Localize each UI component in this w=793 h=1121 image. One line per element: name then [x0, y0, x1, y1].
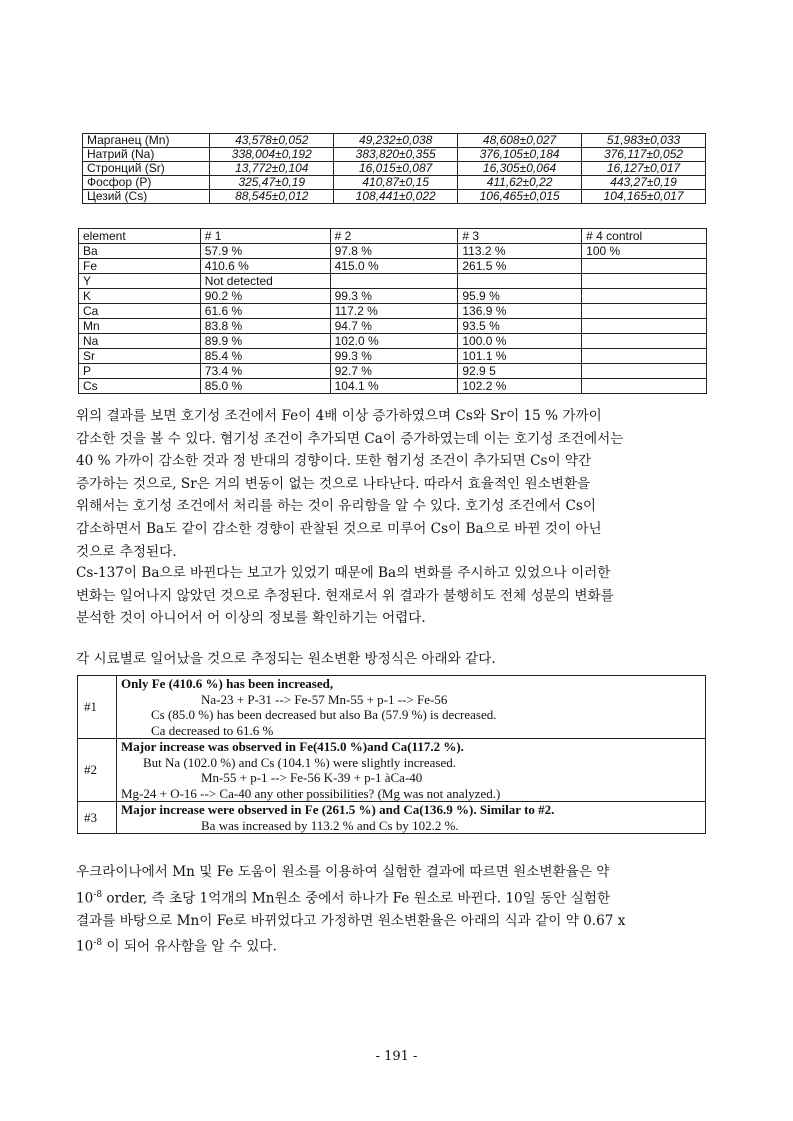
- table-cell: 261.5 %: [458, 259, 582, 274]
- text-line: [76, 932, 716, 958]
- text-line: 결과를 바탕으로 Mn이 Fe로 바뀌었다고 가정하면 원소변환율은 아래의 식과 같이 약 0.67 x: [76, 912, 626, 929]
- table-header-row: [79, 229, 707, 244]
- paragraph-equations-intro: [76, 648, 716, 671]
- table-cell: [330, 274, 458, 289]
- text-fragment: 10: [76, 890, 94, 907]
- equation-line: Cs (85.0 %) has been decreased but also Ba (57.9 %) is decreased.: [151, 707, 497, 722]
- row-label: Фосфор (P): [83, 176, 210, 190]
- table-row: [79, 334, 707, 349]
- table-cell: 16,305±0,064: [458, 162, 582, 176]
- row-label: Марганец (Mn): [83, 134, 210, 148]
- table-cell: [582, 259, 707, 274]
- table-row: [83, 162, 706, 176]
- table-cell: 85.4 %: [200, 349, 330, 364]
- text-line: Cs-137이 Ba으로 바뀐다는 보고가 있었기 때문에 Ba의 변화를 주시하고 있었으나 이러한: [76, 565, 611, 581]
- text-fragment: 이 되어 유사함을 알 수 있다.: [102, 938, 277, 955]
- table-cell: 443,27±0,19: [582, 176, 706, 190]
- equation-content: [117, 739, 706, 802]
- table-row: [79, 244, 707, 259]
- table-cell: 101.1 %: [458, 349, 582, 364]
- equation-line: Only Fe (410.6 %) has been increased,: [121, 676, 334, 691]
- table-cell: 104,165±0,017: [582, 190, 706, 204]
- element-concentration-table: [82, 133, 706, 204]
- equation-line: Ba was increased by 113.2 % and Cs by 102.2 %.: [201, 817, 459, 833]
- table-row: [79, 259, 707, 274]
- table-cell: 415.0 %: [330, 259, 458, 274]
- column-header: element: [79, 229, 201, 244]
- table-cell: 57.9 %: [200, 244, 330, 259]
- table-row: [79, 364, 707, 379]
- equation-line: But Na (102.0 %) and Cs (104.1 %) were slightly increased.: [143, 754, 457, 770]
- table-cell: [582, 349, 707, 364]
- equation-content: [117, 676, 706, 739]
- sample-label: #3: [78, 802, 117, 834]
- equation-content: [117, 802, 706, 834]
- table-cell: Ca: [79, 304, 201, 319]
- table-cell: 325,47±0,19: [210, 176, 334, 190]
- table-cell: 61.6 %: [200, 304, 330, 319]
- table-cell: Fe: [79, 259, 201, 274]
- table-cell: 51,983±0,033: [582, 134, 706, 148]
- table-cell: 92.7 %: [330, 364, 458, 379]
- table-cell: 136.9 %: [458, 304, 582, 319]
- text-line: 우크라이나에서 Mn 및 Fe 도움이 원소를 이용하여 실험한 결과에 따르면 원소변환율은 약: [76, 864, 610, 880]
- table-cell: [582, 334, 707, 349]
- table-cell: 104.1 %: [330, 379, 458, 394]
- transmutation-equations-table: [77, 675, 706, 834]
- table-cell: Not detected: [200, 274, 330, 289]
- table-cell: Mn: [79, 319, 201, 334]
- table-row: [83, 176, 706, 190]
- table-cell: 108,441±0,022: [334, 190, 458, 204]
- table-cell: 97.8 %: [330, 244, 458, 259]
- equation-row: [78, 802, 706, 834]
- equation-line: Mn-55 + p-1 --> Fe-56 K-39 + p-1 àCa-40: [201, 770, 423, 785]
- text-line: 감소한 것을 볼 수 있다. 혐기성 조건이 추가되면 Ca이 증가하였는데 이는 호기성 조건에서는: [76, 430, 624, 447]
- table-cell: 383,820±0,355: [334, 148, 458, 162]
- table-cell: Ba: [79, 244, 201, 259]
- text-line: 각 시료별로 일어났을 것으로 추정되는 원소변환 방정식은 아래와 같다.: [76, 651, 496, 667]
- table-row: [79, 304, 707, 319]
- equation-line: Mg-24 + O-16 --> Ca-40 any other possibilities? (Mg was not analyzed.): [121, 785, 501, 801]
- row-label: Натрий (Na): [83, 148, 210, 162]
- text-line: 위의 결과를 보면 호기성 조건에서 Fe이 4배 이상 증가하였으며 Cs와 Sr이 15 % 가까이: [76, 408, 602, 424]
- table-cell: 117.2 %: [330, 304, 458, 319]
- row-label: Стронций (Sr): [83, 162, 210, 176]
- equation-line: Na-23 + P-31 --> Fe-57 Mn-55 + p-1 --> Fe-56: [201, 691, 448, 707]
- table-cell: 88,545±0,012: [210, 190, 334, 204]
- table-cell: [582, 304, 707, 319]
- paragraph-cs137: [76, 562, 716, 630]
- table-cell: 102.0 %: [330, 334, 458, 349]
- table-cell: 16,127±0,017: [582, 162, 706, 176]
- paragraph-results: [76, 405, 716, 563]
- table-cell: 410,87±0,15: [334, 176, 458, 190]
- paragraph-ukraine: [76, 861, 716, 958]
- table-cell: 85.0 %: [200, 379, 330, 394]
- table-cell: 83.8 %: [200, 319, 330, 334]
- text-line: [76, 884, 716, 910]
- table-cell: 92.9 5: [458, 364, 582, 379]
- table-row: [83, 190, 706, 204]
- table-cell: 102.2 %: [458, 379, 582, 394]
- table-cell: P: [79, 364, 201, 379]
- table-cell: 411,62±0,22: [458, 176, 582, 190]
- text-line: 40 % 가까이 감소한 것과 정 반대의 경향이다. 또한 혐기성 조건이 추가되면 Cs이 약간: [76, 453, 592, 470]
- table-cell: 49,232±0,038: [334, 134, 458, 148]
- row-label: Цезий (Cs): [83, 190, 210, 204]
- table-cell: 376,117±0,052: [582, 148, 706, 162]
- table-cell: [582, 379, 707, 394]
- table-cell: 43,578±0,052: [210, 134, 334, 148]
- table-row: [79, 274, 707, 289]
- text-line: 증가하는 것으로, Sr은 거의 변동이 없는 것으로 나타난다. 따라서 효율적인 원소변환을: [76, 475, 591, 492]
- table-cell: 13,772±0,104: [210, 162, 334, 176]
- text-fragment: 10: [76, 938, 94, 955]
- table-row: [83, 134, 706, 148]
- table-cell: 113.2 %: [458, 244, 582, 259]
- column-header: # 2: [330, 229, 458, 244]
- table-cell: 99.3 %: [330, 289, 458, 304]
- table-cell: 95.9 %: [458, 289, 582, 304]
- text-line: 감소하면서 Ba도 같이 감소한 경향이 관찰된 것으로 미루어 Cs이 Ba으로 바뀐 것이 아닌: [76, 520, 602, 537]
- table-cell: [582, 319, 707, 334]
- table-cell: 73.4 %: [200, 364, 330, 379]
- equation-row: [78, 676, 706, 739]
- page-number: - 191 -: [375, 1049, 418, 1064]
- table-cell: 410.6 %: [200, 259, 330, 274]
- table-cell: K: [79, 289, 201, 304]
- table-cell: Sr: [79, 349, 201, 364]
- table-cell: 16,015±0,087: [334, 162, 458, 176]
- table-cell: 90.2 %: [200, 289, 330, 304]
- table-cell: [458, 274, 582, 289]
- table-cell: 48,608±0,027: [458, 134, 582, 148]
- equation-row: [78, 739, 706, 802]
- equation-line: Ca decreased to 61.6 %: [151, 722, 274, 738]
- sample-label: #1: [78, 676, 117, 739]
- table-cell: 338,004±0,192: [210, 148, 334, 162]
- sample-label: #2: [78, 739, 117, 802]
- table-cell: 376,105±0,184: [458, 148, 582, 162]
- table-row: [83, 148, 706, 162]
- table-cell: Na: [79, 334, 201, 349]
- table-cell: 99.3 %: [330, 349, 458, 364]
- text-line: 것으로 추정된다.: [76, 543, 177, 560]
- table-cell: 89.9 %: [200, 334, 330, 349]
- table-row: [79, 379, 707, 394]
- element-percentage-table: [78, 228, 707, 394]
- text-fragment: order, 즉 초당 1억개의 Mn원소 중에서 하나가 Fe 원소로 바뀐다. 10일 동안 실험한: [102, 890, 611, 907]
- equation-line: Major increase was observed in Fe(415.0 %)and Ca(117.2 %).: [121, 739, 464, 754]
- column-header: # 1: [200, 229, 330, 244]
- text-line: 변화는 일어나지 않았던 것으로 추정된다. 현재로서 위 결과가 불행히도 전체 성분의 변화를: [76, 587, 614, 604]
- column-header: # 3: [458, 229, 582, 244]
- superscript: -8: [93, 889, 103, 900]
- table-cell: [582, 274, 707, 289]
- table-cell: 106,465±0,015: [458, 190, 582, 204]
- text-line: 위해서는 호기성 조건에서 처리를 하는 것이 유리함을 알 수 있다. 호기성 조건에서 Cs이: [76, 498, 597, 515]
- superscript: -8: [93, 938, 103, 949]
- table-row: [79, 289, 707, 304]
- table-cell: Cs: [79, 379, 201, 394]
- table-row: [79, 349, 707, 364]
- table-cell: Y: [79, 274, 201, 289]
- table-cell: 94.7 %: [330, 319, 458, 334]
- column-header: # 4 control: [582, 229, 707, 244]
- table-cell: 93.5 %: [458, 319, 582, 334]
- table-cell: 100 %: [582, 244, 707, 259]
- table-cell: [582, 364, 707, 379]
- text-line: 분석한 것이 아니어서 어 이상의 정보를 확인하기는 어렵다.: [76, 610, 426, 627]
- table-row: [79, 319, 707, 334]
- equation-line: Major increase were observed in Fe (261.5 %) and Ca(136.9 %). Similar to #2.: [121, 802, 555, 817]
- table-cell: 100.0 %: [458, 334, 582, 349]
- table-cell: [582, 289, 707, 304]
